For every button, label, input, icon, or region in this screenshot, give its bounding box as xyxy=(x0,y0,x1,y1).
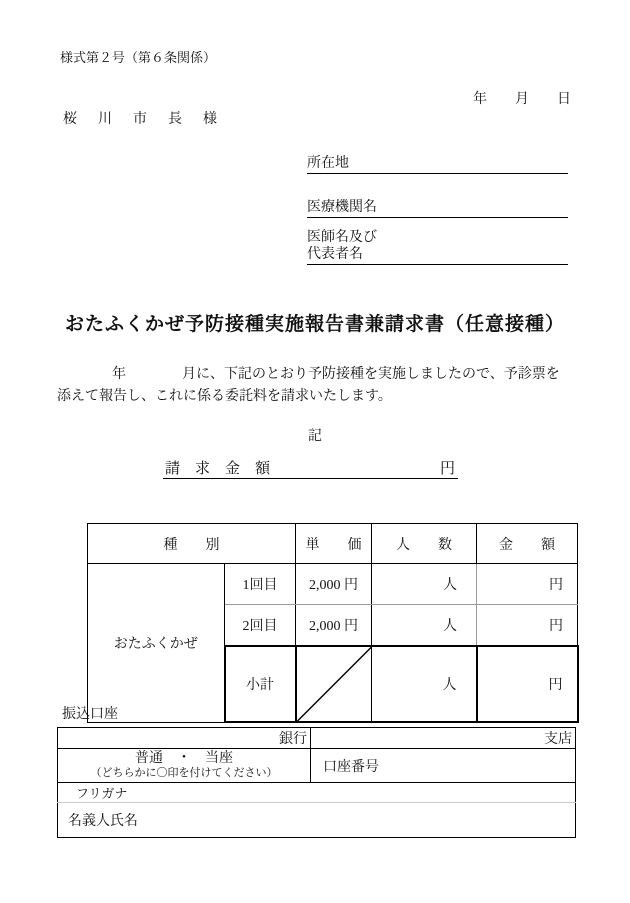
representative-field[interactable] xyxy=(307,243,568,265)
dose2-price-cell: 2,000 円 xyxy=(296,605,372,646)
dose2-amount-cell[interactable]: 円 xyxy=(477,605,578,646)
furigana-cell[interactable]: フリガナ xyxy=(58,783,576,803)
header-amount: 金 額 xyxy=(477,524,578,564)
address-field[interactable] xyxy=(307,152,568,174)
header-unit-price: 単 価 xyxy=(296,524,372,564)
form-number: 様式第２号（第６条関係） xyxy=(60,50,217,65)
body-text-line2: 添えて報告し、これに係る委託料を請求いたします。 xyxy=(57,389,392,404)
ki-mark: 記 xyxy=(308,429,322,444)
bank-section-label: 振込口座 xyxy=(62,707,118,722)
claim-amount-label: 請求金額 xyxy=(165,461,286,477)
addressee: 桜川市長様 xyxy=(63,112,238,127)
body-text-line1: 年 月に、下記のとおり予防接種を実施しましたので、予診票を xyxy=(112,367,560,382)
vaccination-table xyxy=(87,523,579,723)
table-row xyxy=(88,564,578,605)
header-type: 種 別 xyxy=(88,524,296,564)
dose1-price-cell: 2,000 円 xyxy=(296,564,372,605)
dose1-label-cell: 1回目 xyxy=(225,564,296,605)
doctor-name-label-line1: 医師名及び xyxy=(307,230,377,245)
table-header-row xyxy=(88,524,578,564)
account-type-note: （どちらかに〇印を付けてください） xyxy=(90,767,278,780)
subtotal-amount-cell[interactable]: 円 xyxy=(477,646,578,723)
vaccine-name-cell: おたふくかぜ xyxy=(88,564,225,723)
diagonal-strikethrough-icon xyxy=(297,647,372,722)
bank-row xyxy=(58,728,576,749)
holder-name-cell[interactable]: 名義人氏名 xyxy=(58,803,576,838)
subtotal-label-cell: 小計 xyxy=(225,646,296,723)
account-number-cell[interactable]: 口座番号 xyxy=(311,749,576,783)
address-label: 所在地 xyxy=(307,156,349,171)
bank-name-cell[interactable]: 銀行 xyxy=(58,728,311,749)
header-count: 人 数 xyxy=(372,524,477,564)
institution-label: 医療機関名 xyxy=(307,200,377,215)
document-title: おたふくかぜ予防接種実施報告書兼請求書（任意接種） xyxy=(64,314,565,335)
representative-label: 代表者名 xyxy=(307,247,363,262)
claim-amount-unit: 円 xyxy=(439,461,455,477)
dose1-amount-cell[interactable]: 円 xyxy=(477,564,578,605)
account-type-options: 普通 ・ 当座 xyxy=(135,751,233,767)
account-type-cell[interactable] xyxy=(58,749,311,783)
dose2-label-cell: 2回目 xyxy=(225,605,296,646)
dose2-count-cell[interactable]: 人 xyxy=(372,605,477,646)
subtotal-price-cell xyxy=(296,646,372,723)
institution-field[interactable] xyxy=(307,196,568,218)
bank-row xyxy=(58,803,576,838)
bank-row xyxy=(58,749,576,783)
subtotal-count-cell[interactable]: 人 xyxy=(372,646,477,723)
claim-amount-field[interactable] xyxy=(163,456,458,479)
date-line: 年 月 日 xyxy=(473,92,571,107)
bank-account-table xyxy=(57,727,576,838)
dose1-count-cell[interactable]: 人 xyxy=(372,564,477,605)
branch-name-cell[interactable]: 支店 xyxy=(311,728,576,749)
bank-row xyxy=(58,783,576,803)
